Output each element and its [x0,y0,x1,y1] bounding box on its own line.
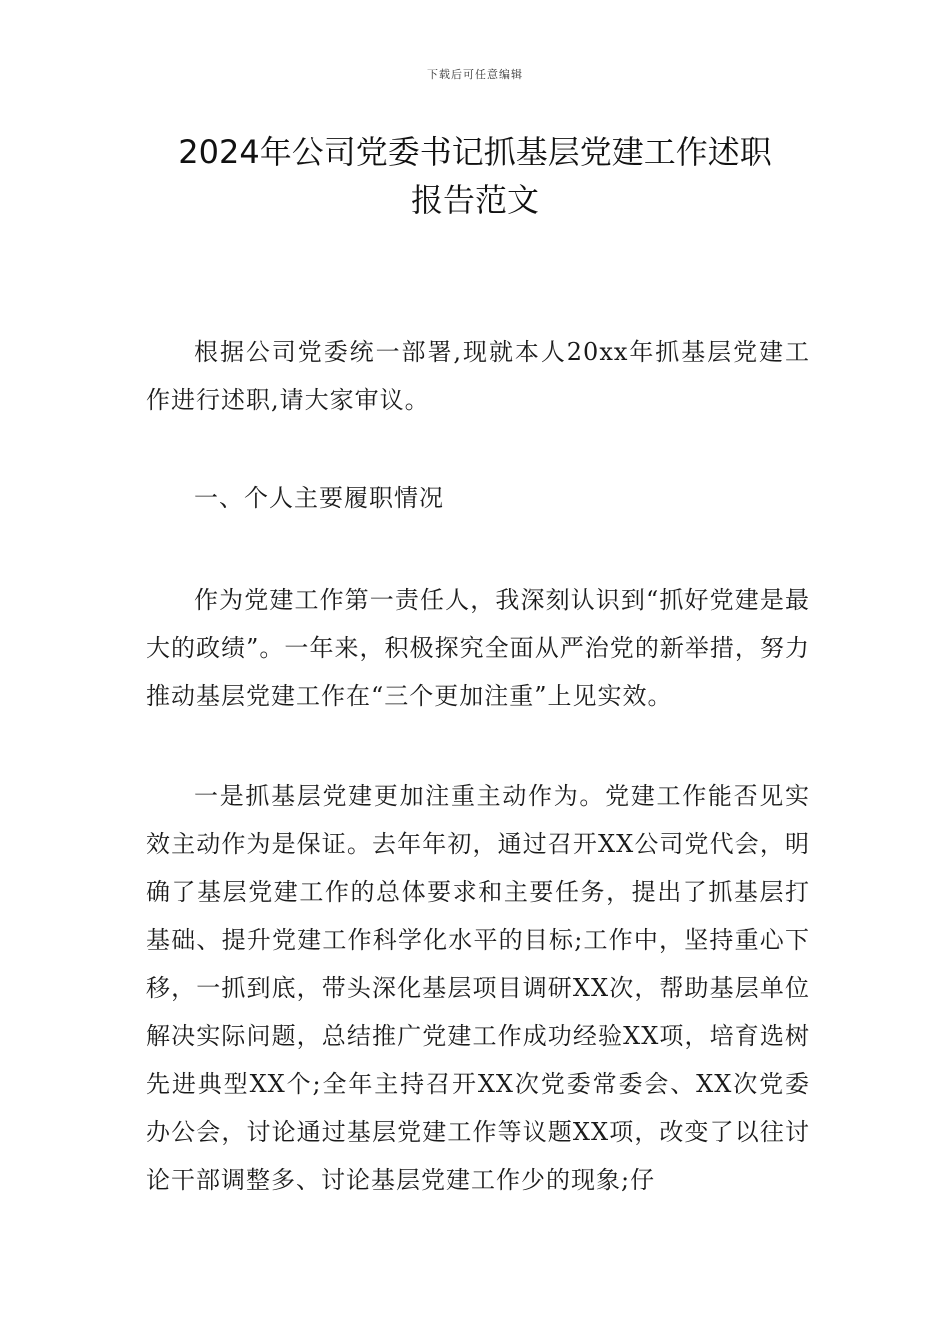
document-title [120,128,830,224]
section-heading-text: 一、个人主要履职情况 [194,484,444,512]
body-paragraph [146,576,810,720]
section-heading [146,474,810,522]
header-note: 下载后可任意编辑 [427,68,523,81]
body-paragraph-text: 作为党建工作第一责任人，我深刻认识到“抓好党建是最大的政绩”。一年来，积极探究全面从严治党的新举措，努力推动基层党建工作在“三个更加注重”上见实效。 [146,586,810,710]
title-line-1: 2024年公司党委书记抓基层党建工作述职 [178,133,772,171]
intro-paragraph-text: 根据公司党委统一部署,现就本人20xx年抓基层党建工作进行述职,请大家审议。 [146,338,810,414]
title-line-2: 报告范文 [410,181,539,219]
body-paragraph [146,772,810,1204]
intro-paragraph [146,328,810,424]
body-paragraph-text: 一是抓基层党建更加注重主动作为。党建工作能否见实效主动作为是保证。去年年初，通过召开XX公司党代会，明确了基层党建工作的总体要求和主要任务，提出了抓基层打基础、提升党建工作科学化水平的目标;工作中，坚持重心下移，一抓到底，带头深化基层项目调研XX次，帮助基层单位解决实际问题，总结推广党建工作成功经验XX项，培育选树先进典型XX个;全年主持召开XX次党委常委会、XX次党委办公会，讨论通过基层党建工作等议题XX项，改变了以往讨论干部调整多、讨论基层党建工作少的现象;仔 [146,782,810,1194]
